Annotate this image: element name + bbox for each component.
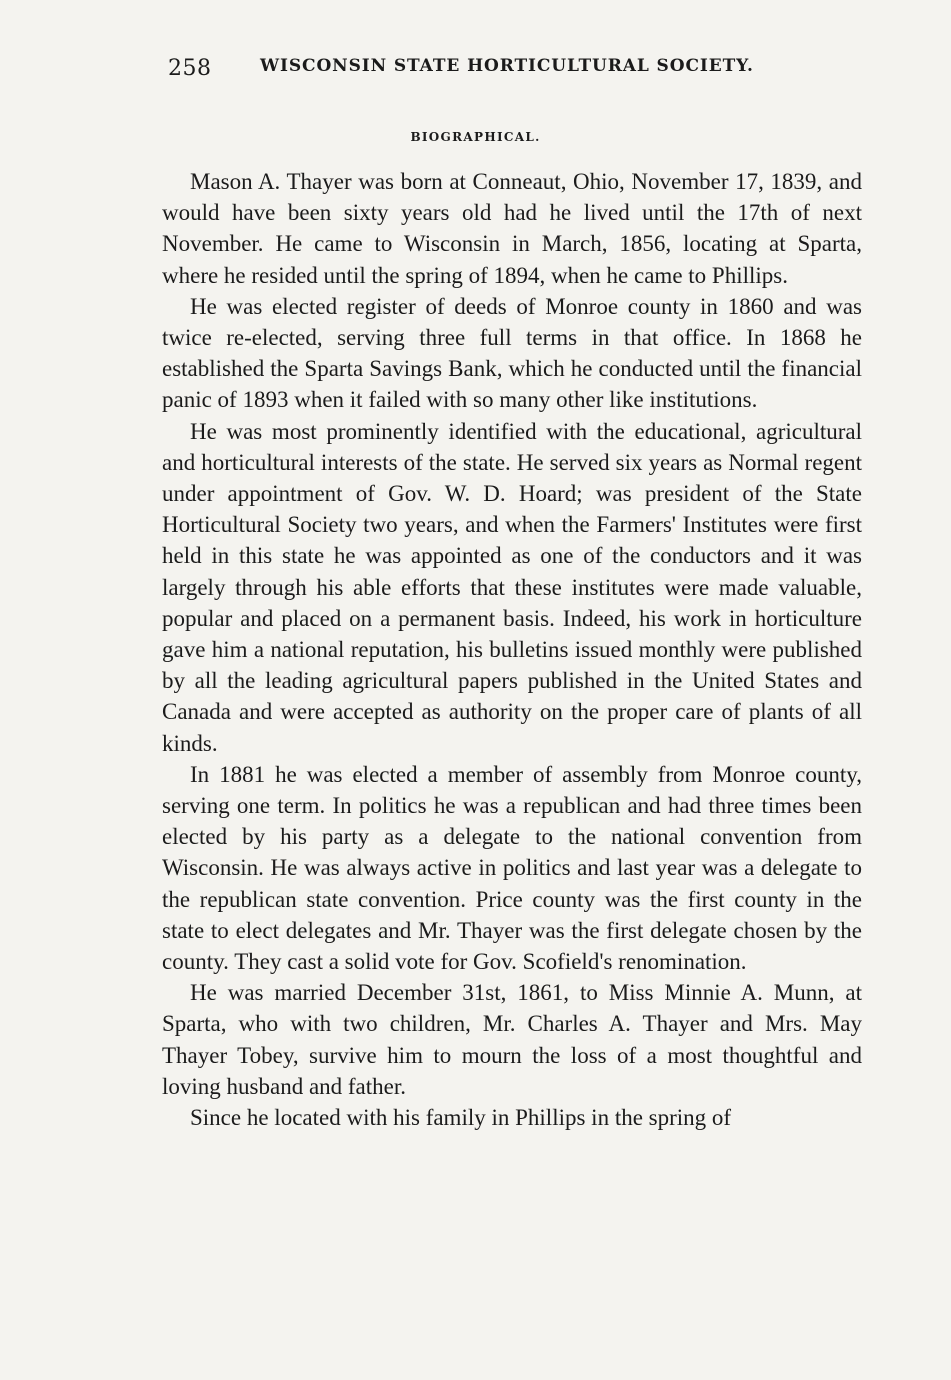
paragraph: He was most prominently identified with the educational, agricultural and horticultural interests of the state. He served six years as Normal regent under appointment of Gov. W. D. Hoard; was president of the State Horticultural Society two years, and when the Farmers' Institutes were first held in this state he was appointed as one of the conductors and it was largely through his able efforts that these institutes were made valuable, popular and placed on a permanent basis. Indeed, his work in horticulture gave him a national reputation, his bulletins issued monthly were published by all the leading agricultural papers published in the United States and Canada and were accepted as authority on the proper care of plants of all kinds.: [162, 418, 862, 756]
page-number: 258: [168, 56, 212, 81]
section-title: BIOGRAPHICAL.: [410, 130, 541, 144]
running-header: [168, 56, 788, 84]
article-body: [162, 166, 862, 1133]
paragraph: He was married December 31st, 1861, to Miss Minnie A. Munn, at Sparta, who with two children, Mr. Charles A. Thayer and Mrs. May Thayer Tobey, survive him to mourn the loss of a most thoughtful and loving husband and father.: [162, 980, 862, 1099]
paragraph: Mason A. Thayer was born at Conneaut, Ohio, November 17, 1839, and would have been sixty years old had he lived until the 17th of next November. He came to Wisconsin in March, 1856, locating at Sparta, where he resided until the spring of 1894, when he came to Phillips.: [162, 169, 862, 288]
paragraph: Since he located with his family in Phillips in the spring of: [190, 1105, 732, 1131]
journal-title: WISCONSIN STATE HORTICULTURAL SOCIETY.: [260, 56, 754, 76]
paragraph: In 1881 he was elected a member of assembly from Monroe county, serving one term. In politics he was a republican and had three times been elected by his party as a delegate to the national convention from Wisconsin. He was always active in politics and last year was a delegate to the republican state convention. Price county was the first county in the state to elect delegates and Mr. Thayer was the first delegate chosen by the county. They cast a solid vote for Gov. Scofield's renomination.: [162, 761, 862, 975]
paragraph: He was elected register of deeds of Monroe county in 1860 and was twice re-elected, serving three full terms in that office. In 1868 he established the Sparta Savings Bank, which he conducted until the financial panic of 1893 when it failed with so many other like institutions.: [162, 293, 862, 413]
